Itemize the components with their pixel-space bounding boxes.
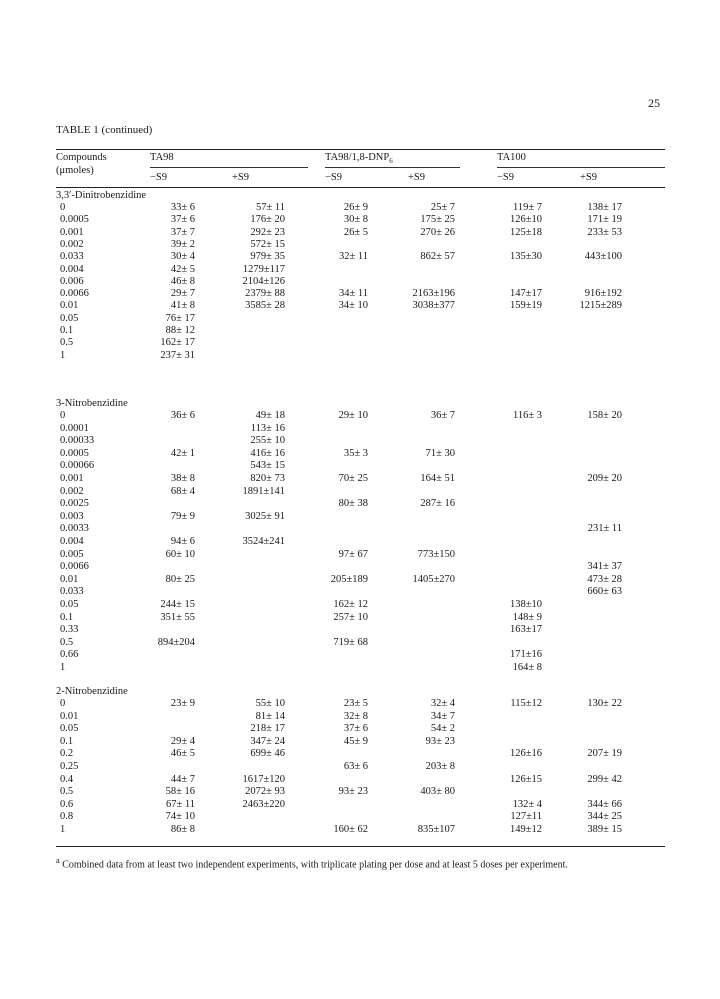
value-cell: 115±12 [510,698,542,709]
header-strain-ta98: TA98 [150,152,174,163]
value-cell: 68± 4 [170,485,195,497]
header-ta100-plus-s9: +S9 [580,172,598,183]
header-units: (μmoles) [56,165,94,176]
dose-cell: 0.66 [60,649,79,661]
header-dnp-minus-s9: −S9 [325,172,343,183]
dose-cell: 0 [60,698,66,709]
group-line-ta98 [150,167,308,168]
value-cell: 44± 7 [170,773,195,785]
value-cell: 270± 26 [420,226,455,238]
dose-cell: 0.25 [60,761,79,772]
value-cell: 572± 15 [250,238,285,250]
value-cell: 351± 55 [160,611,195,623]
value-cell: 29± 10 [338,410,368,421]
value-cell: 74± 10 [165,811,195,823]
value-cell: 344± 66 [587,798,622,810]
dose-cell: 0.0001 [60,422,89,434]
value-cell: 203± 8 [425,761,455,772]
value-cell: 88± 12 [165,325,195,336]
value-cell: 46± 5 [170,748,195,760]
dose-cell: 0.01 [60,710,79,722]
value-cell: 473± 28 [587,573,622,585]
value-cell: 162± 17 [160,337,195,349]
value-cell: 159±19 [509,300,542,312]
value-cell: 135±30 [509,251,542,263]
dose-cell: 0.05 [60,312,79,324]
dose-cell: 0.00066 [60,460,95,472]
dose-cell: 0.004 [60,536,84,547]
dose-cell: 0.002 [60,485,84,497]
value-cell: 3585± 28 [245,300,285,312]
value-cell: 38± 8 [170,473,195,484]
value-cell: 34± 10 [338,300,368,312]
value-cell: 175± 25 [420,214,455,226]
value-cell: 233± 53 [587,226,622,238]
header-compounds: Compounds [56,152,107,163]
value-cell: 32± 8 [343,710,368,722]
value-cell: 46± 8 [170,275,195,287]
page-number: 25 [648,96,660,110]
value-cell: 132± 4 [512,798,542,810]
value-cell: 3524±241 [242,536,285,547]
value-cell: 218± 17 [250,723,285,735]
value-cell: 37± 7 [170,226,195,238]
value-cell: 163±17 [509,624,542,636]
dose-cell: 0.0025 [60,498,89,510]
group-line-ta98-dnp [325,167,460,168]
value-cell: 49± 18 [255,410,285,421]
value-cell: 42± 1 [170,447,195,459]
value-cell: 916±192 [584,288,622,300]
value-cell: 126±16 [509,748,542,760]
dose-cell: 0.00033 [60,435,95,447]
value-cell: 299± 42 [587,773,622,785]
value-cell: 125±18 [509,226,542,238]
value-cell: 255± 10 [250,435,285,447]
value-cell: 209± 20 [587,473,622,484]
value-cell: 45± 9 [343,735,368,747]
dose-cell: 0.001 [60,473,84,484]
value-cell: 33± 6 [170,202,195,213]
value-cell: 32± 11 [339,251,368,263]
dose-cell: 0.01 [60,300,79,312]
value-cell: 94± 6 [170,536,195,547]
value-cell: 341± 37 [587,561,622,573]
value-cell: 30± 4 [170,251,195,263]
value-cell: 257± 10 [333,611,368,623]
value-cell: 543± 15 [250,460,285,472]
value-cell: 2379± 88 [245,288,285,300]
value-cell: 55± 10 [255,698,285,709]
value-cell: 60± 10 [165,548,195,560]
value-cell: 25± 7 [430,202,455,213]
value-cell: 1405±270 [412,573,455,585]
value-cell: 130± 22 [587,698,622,709]
dose-cell: 0.05 [60,723,79,735]
value-cell: 23± 5 [343,698,368,709]
value-cell: 3038±377 [412,300,455,312]
value-cell: 147±17 [509,288,542,300]
value-cell: 231± 11 [587,523,622,535]
dose-cell: 0.5 [60,636,74,648]
value-cell: 719± 68 [333,636,368,648]
value-cell: 138± 17 [587,202,622,213]
value-cell: 160± 62 [333,824,368,835]
dose-cell: 0.0066 [60,288,89,300]
value-cell: 176± 20 [250,214,285,226]
value-cell: 30± 8 [343,214,368,226]
value-cell: 2163±196 [412,288,455,300]
value-cell: 26± 5 [343,226,368,238]
value-cell: 162± 12 [333,599,368,610]
dose-cell: 0.033 [60,586,84,598]
dose-cell: 0.01 [60,573,79,585]
table-bottom-rule [56,846,665,847]
dose-cell: 1 [60,662,66,673]
table-header-rule [56,187,665,188]
value-cell: 23± 9 [170,698,195,709]
value-cell: 34± 7 [430,710,455,722]
value-cell: 93± 23 [425,735,455,747]
value-cell: 403± 80 [420,786,455,798]
value-cell: 699± 46 [250,748,285,760]
value-cell: 1215±289 [579,300,622,312]
value-cell: 54± 2 [430,723,455,735]
dose-cell: 0.006 [60,275,84,287]
value-cell: 1891±141 [242,485,285,497]
value-cell: 389± 15 [587,824,622,835]
value-cell: 894±204 [157,636,195,648]
value-cell: 29± 7 [170,288,195,300]
value-cell: 344± 25 [587,811,622,823]
dose-cell: 0.8 [60,811,74,823]
value-cell: 1617±120 [242,773,285,785]
value-cell: 773±150 [417,548,455,560]
dose-cell: 0.5 [60,786,74,798]
dose-cell: 0.2 [60,748,74,760]
value-cell: 80± 25 [165,573,195,585]
dose-cell: 0.5 [60,337,74,349]
value-cell: 32± 4 [430,698,455,709]
value-cell: 76± 17 [165,312,195,324]
value-cell: 29± 4 [170,735,195,747]
value-cell: 126±15 [509,773,542,785]
value-cell: 81± 14 [255,710,285,722]
value-cell: 2072± 93 [245,786,285,798]
value-cell: 347± 24 [250,735,285,747]
value-cell: 443±100 [584,251,622,263]
value-cell: 237± 31 [160,349,195,361]
value-cell: 1279±117 [242,263,285,275]
value-cell: 26± 9 [343,202,368,213]
value-cell: 71± 30 [425,447,455,459]
value-cell: 2463±220 [242,798,285,810]
value-cell: 80± 38 [338,498,368,510]
dose-cell: 0.001 [60,226,84,238]
dose-cell: 0.003 [60,510,84,522]
value-cell: 113± 16 [250,422,285,434]
dose-cell: 1 [60,824,66,835]
value-cell: 862± 57 [420,251,455,263]
value-cell: 97± 67 [338,548,368,560]
dose-cell: 0.05 [60,599,79,610]
value-cell: 63± 6 [343,761,368,772]
dose-cell: 0.002 [60,238,84,250]
value-cell: 126±10 [509,214,542,226]
group-line-ta100 [497,167,665,168]
value-cell: 58± 16 [165,786,195,798]
value-cell: 37± 6 [343,723,368,735]
value-cell: 207± 19 [587,748,622,760]
dose-cell: 0.0066 [60,561,89,573]
value-cell: 70± 25 [338,473,368,484]
value-cell: 3025± 91 [245,510,285,522]
value-cell: 116± 3 [513,410,542,421]
table-top-rule [56,149,665,150]
value-cell: 127±11 [510,811,542,823]
dose-cell: 0.1 [60,611,74,623]
value-cell: 36± 7 [430,410,455,421]
compound-group-label: 3,3′-Dinitrobenzidine [56,190,147,201]
value-cell: 148± 9 [512,611,542,623]
value-cell: 67± 11 [166,798,195,810]
value-cell: 660± 63 [587,586,622,598]
value-cell: 979± 35 [250,251,285,263]
compound-group-label: 2-Nitrobenzidine [56,686,128,697]
value-cell: 2104±126 [242,275,285,287]
dose-cell: 0.6 [60,798,74,810]
header-dnp-plus-s9: +S9 [408,172,426,183]
dose-cell: 0.33 [60,624,79,636]
value-cell: 835±107 [417,824,455,835]
value-cell: 119± 7 [513,202,542,213]
value-cell: 287± 16 [420,498,455,510]
value-cell: 820± 73 [250,473,285,484]
header-strain-ta100: TA100 [497,152,526,163]
dose-cell: 0.4 [60,773,74,785]
dose-cell: 0.004 [60,263,84,275]
value-cell: 164± 8 [512,662,542,673]
value-cell: 41± 8 [170,300,195,312]
dose-cell: 0.033 [60,251,84,263]
footnote-mark: a [56,856,60,865]
dose-cell: 0.005 [60,548,84,560]
value-cell: 93± 23 [338,786,368,798]
value-cell: 149±12 [509,824,542,835]
footnote: $^a$ Combined data from at least two independent experiments, with triplicate plating per dose and at least 5 doses per experiment. [56,856,568,871]
value-cell: 42± 5 [170,263,195,275]
header-strain-ta98-dnp: $TA98/1,8-DNP_6$ [325,152,393,166]
value-cell: 37± 6 [170,214,195,226]
dose-cell: 1 [60,349,66,361]
value-cell: 86± 8 [170,824,195,835]
value-cell: 205±189 [330,573,368,585]
value-cell: 171±16 [509,649,542,661]
header-ta98-minus-s9: −S9 [150,172,168,183]
value-cell: 164± 51 [420,473,455,484]
value-cell: 36± 6 [170,410,195,421]
value-cell: 34± 11 [339,288,368,300]
header-ta100-minus-s9: −S9 [497,172,515,183]
dose-cell: 0.0005 [60,214,89,226]
table-title: TABLE 1 (continued) [56,124,153,136]
value-cell: 39± 2 [170,238,195,250]
value-cell: 35± 3 [343,447,368,459]
value-cell: 171± 19 [587,214,622,226]
dose-cell: 0 [60,410,66,421]
dose-cell: 0 [60,202,66,213]
value-cell: 138±10 [509,599,542,610]
header-ta98-plus-s9: +S9 [232,172,250,183]
value-cell: 244± 15 [160,599,195,610]
value-cell: 57± 11 [256,202,285,213]
value-cell: 416± 16 [250,447,285,459]
value-cell: 292± 23 [250,226,285,238]
dose-cell: 0.0033 [60,523,89,535]
value-cell: 79± 9 [170,510,195,522]
value-cell: 158± 20 [587,410,622,421]
compound-group-label: 3-Nitrobenzidine [56,398,128,409]
dose-cell: 0.1 [60,735,74,747]
dose-cell: 0.1 [60,325,74,336]
dose-cell: 0.0005 [60,447,89,459]
